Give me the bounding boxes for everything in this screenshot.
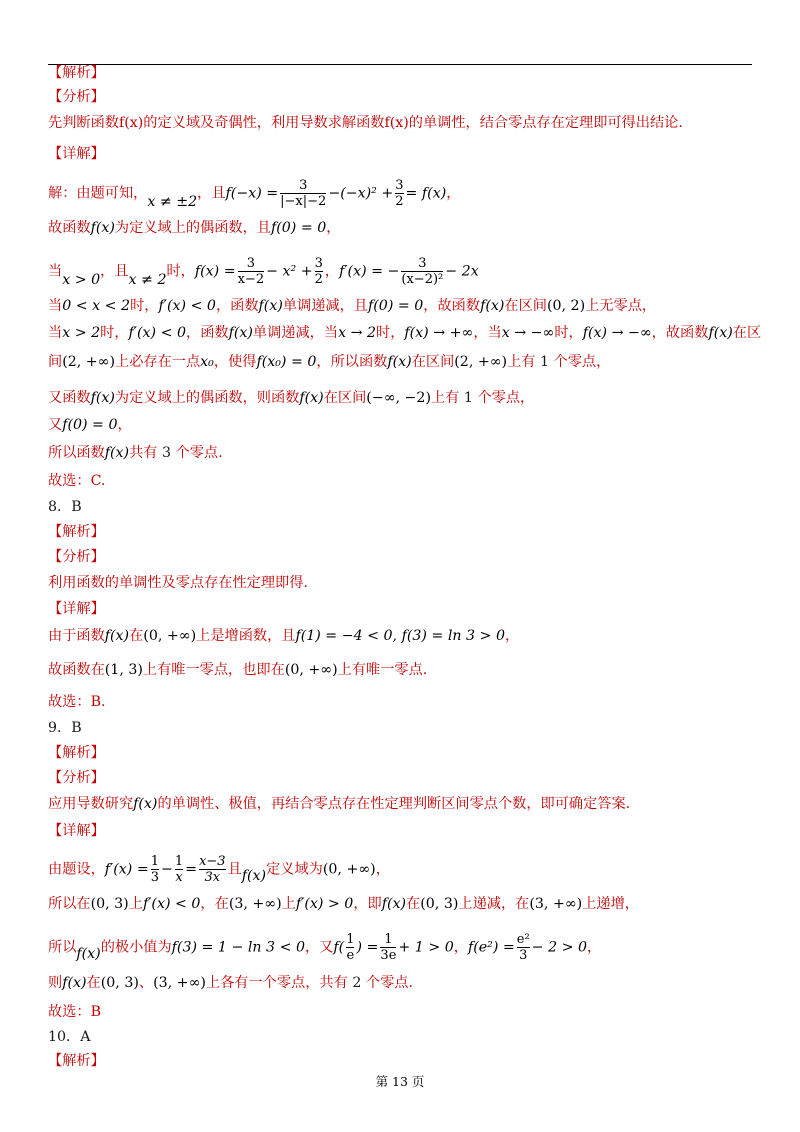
- q9-line-1: 由题设，f′(x) = $\frac{1}{3}$ − $\frac{1}{x}$ = $\frac{x-3}{3x}$ 且f(x)定义域为(0, +∞)，: [48, 854, 390, 885]
- q8-line-2: 故函数在(1, 3)上有唯一零点，也即在(0, +∞)上有唯一零点.: [48, 662, 428, 678]
- q8-label-xiangjie: 【详解】: [48, 601, 105, 617]
- q9-label-jiexi: 【解析】: [48, 745, 105, 761]
- q8-analysis: 利用函数的单调性及零点存在性定理即得.: [48, 575, 308, 591]
- q9-label-xiangjie: 【详解】: [48, 823, 105, 839]
- section-label-xiangjie: 【详解】: [48, 146, 105, 162]
- q8-line-1: 由于函数f(x)在(0, +∞)上是增函数，且f(1) = −4 < 0, f(3) = ln 3 > 0，: [48, 628, 520, 644]
- q9-line-4: 则f(x)在(0, 3)、(3, +∞)上各有一个零点，共有 2 个零点.: [48, 975, 413, 991]
- q9-line-3: 所以f(x)的极小值为f(3) = 1 − ln 3 < 0，又f( $\frac{1}{e}$ ) = $\frac{1}{3e}$ + 1 > 0，f(e²) = $\frac{\text{e²}}{3}$ − 2 > 0，: [48, 932, 602, 963]
- section-label-fenxi: 【分析】: [48, 89, 105, 105]
- q7-line-6: 间(2, +∞)上必存在一点x₀，使得f(x₀) = 0，所以函数f(x)在区间(2, +∞)上有 1 个零点，: [48, 354, 611, 370]
- q10-label-jiexi: 【解析】: [48, 1053, 105, 1069]
- q9-label-fenxi: 【分析】: [48, 770, 105, 786]
- q8-label-fenxi: 【分析】: [48, 549, 105, 565]
- q7-line-3: 当x > 0，且x ≠ 2时，f(x) = $\frac{3}{x-2}$ − x² + $\frac{3}{2}$ ，f′(x) = − $\frac{3}{\text{(x−2)²}}$ − 2x: [48, 256, 479, 288]
- page-number: 第 13 页: [375, 1074, 425, 1089]
- q7-line-8: 又f(0) = 0，: [48, 417, 132, 433]
- q8-title: 8．B: [48, 499, 82, 515]
- q8-answer: 故选：B.: [48, 694, 106, 710]
- q9-answer: 故选：B: [48, 1004, 101, 1020]
- q9-analysis: 应用导数研究f(x)的单调性、极值，再结合零点存在性定理判断区间零点个数，即可确定答案.: [48, 796, 631, 812]
- q8-label-jiexi: 【解析】: [48, 524, 105, 540]
- section-label-jiexi: 【解析】: [48, 65, 105, 81]
- q7-analysis: 先判断函数f(x)的定义域及奇偶性，利用导数求解函数f(x)的单调性，结合零点存在定理即可得出结论.: [48, 115, 683, 131]
- q7-line-7: 又函数f(x)为定义域上的偶函数，则函数f(x)在区间(−∞, −2)上有 1 个零点，: [48, 390, 535, 406]
- q7-line-4: 当0 < x < 2时，f′(x) < 0，函数f(x)单调递减，且f(0) = 0，故函数f(x)在区间(0, 2)上无零点，: [48, 298, 657, 314]
- q10-title: 10．A: [48, 1029, 91, 1045]
- q7-line-2: 故函数f(x)为定义域上的偶函数，且f(0) = 0，: [48, 220, 341, 236]
- q7-answer: 故选：C.: [48, 473, 106, 489]
- q7-line-1: 解：由题可知，x ≠ ±2，且f(−x) = $\frac{3}{|-x|-2}$ −(−x)² + $\frac{3}{2}$ = f(x)，: [48, 178, 461, 210]
- q9-title: 9．B: [48, 720, 82, 736]
- q7-line-5: 当x > 2时，f′(x) < 0，函数f(x)单调递减，当x → 2时，f(x) → +∞，当x → −∞时，f(x) → −∞，故函数f(x)在区: [48, 325, 762, 341]
- q9-line-2: 所以在(0, 3)上f′(x) < 0，在(3, +∞)上f′(x) > 0，即f(x)在(0, 3)上递减，在(3, +∞)上递增，: [48, 896, 639, 912]
- header-rule: [48, 64, 752, 65]
- q7-line-9: 所以函数f(x)共有 3 个零点.: [48, 445, 223, 461]
